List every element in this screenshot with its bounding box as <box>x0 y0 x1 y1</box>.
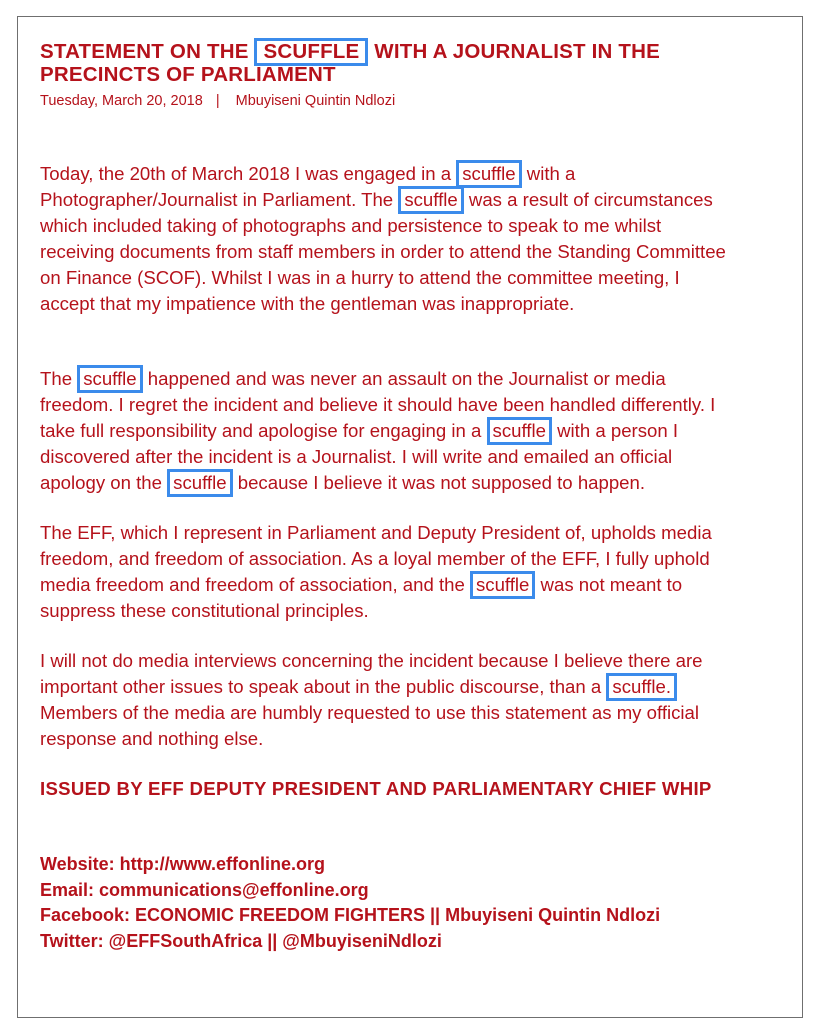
text-segment: which included taking of photographs and persistence to speak to me whilst <box>40 215 662 236</box>
text-segment: take full responsibility and apologise for engaging in a <box>40 420 487 441</box>
text-segment: media freedom and freedom of association, and the <box>40 574 470 595</box>
text-segment: Members of the media are humbly requested to use this statement as my official <box>40 702 700 723</box>
paragraph-line <box>40 572 790 598</box>
paragraph-line <box>40 444 790 470</box>
paragraph-line <box>40 700 790 726</box>
statement-meta <box>40 93 395 109</box>
paragraph-line <box>40 187 790 213</box>
text-segment: response and nothing else. <box>40 728 264 749</box>
paragraph-line <box>40 366 790 392</box>
text-segment: I will not do media interviews concerning the incident because I believe there are <box>40 650 703 671</box>
paragraph-line <box>40 598 790 624</box>
issued-by-heading: ISSUED BY EFF DEPUTY PRESIDENT AND PARLIAMENTARY CHIEF WHIP <box>40 778 712 799</box>
statement-title <box>40 40 780 86</box>
text-segment: The EFF, which I represent in Parliament and Deputy President of, upholds media <box>40 522 712 543</box>
text-segment: was not meant to <box>535 574 683 595</box>
contact-twitter: Twitter: @EFFSouthAfrica || @MbuyiseniNdlozi <box>40 930 442 951</box>
text-segment: because I believe it was not supposed to happen. <box>232 472 646 493</box>
contact-facebook: Facebook: ECONOMIC FREEDOM FIGHTERS || Mbuyiseni Quintin Ndlozi <box>40 905 661 925</box>
text-segment: receiving documents from staff members in order to attend the Standing Committee <box>40 241 726 262</box>
text-segment: happened and was never an assault on the Journalist or media <box>142 368 666 389</box>
text-segment: apology on the <box>40 472 168 493</box>
highlighted-word: scuffle <box>167 469 232 497</box>
paragraph-line <box>40 470 790 496</box>
paragraph-line <box>40 726 790 752</box>
text-segment: discovered after the incident is a Journalist. I will write and emailed an official <box>40 446 673 467</box>
paragraph-line <box>40 648 790 674</box>
highlighted-word: scuffle. <box>606 673 677 701</box>
paragraph-line <box>40 674 790 700</box>
paragraph-line <box>40 392 790 418</box>
text-segment: Photographer/Journalist in Parliament. The <box>40 189 399 210</box>
paragraph-line <box>40 239 790 265</box>
highlighted-word: scuffle <box>456 160 521 188</box>
contact-website: Website: http://www.effonline.org <box>40 854 325 874</box>
highlighted-word: SCUFFLE <box>254 38 368 66</box>
paragraph-line <box>40 265 790 291</box>
text-segment: with a <box>521 163 576 184</box>
highlighted-word: scuffle <box>487 417 552 445</box>
statement-author: Mbuyiseni Quintin Ndlozi <box>235 93 396 109</box>
meta-separator: | <box>215 93 220 109</box>
highlighted-word: scuffle <box>398 186 463 214</box>
contact-list <box>40 852 660 954</box>
paragraph-line <box>40 291 790 317</box>
text-segment: with a person I <box>551 420 679 441</box>
text-segment: suppress these constitutional principles. <box>40 600 369 621</box>
title-text-end: WITH A JOURNALIST IN THE PRECINCTS OF PARLIAMENT <box>40 40 661 86</box>
paragraph-4 <box>40 648 790 752</box>
paragraph-line <box>40 418 790 444</box>
text-segment: Today, the 20th of March 2018 I was engaged in a <box>40 163 457 184</box>
highlighted-word: scuffle <box>470 571 535 599</box>
text-segment: freedom. I regret the incident and believe it should have been handled differently. I <box>40 394 716 415</box>
paragraph-line <box>40 213 790 239</box>
title-text-start: STATEMENT ON THE <box>40 40 255 63</box>
text-segment: was a result of circumstances <box>463 189 713 210</box>
text-segment: The <box>40 368 78 389</box>
contact-email: Email: communications@effonline.org <box>40 879 369 900</box>
paragraph-line <box>40 546 790 572</box>
paragraph-1 <box>40 161 790 317</box>
paragraph-line <box>40 520 790 546</box>
text-segment: accept that my impatience with the gentleman was inappropriate. <box>40 293 575 314</box>
text-segment: on Finance (SCOF). Whilst I was in a hurry to attend the committee meeting, I <box>40 267 680 288</box>
paragraph-line <box>40 161 790 187</box>
text-segment: important other issues to speak about in the public discourse, than a <box>40 676 607 697</box>
text-segment: freedom, and freedom of association. As a loyal member of the EFF, I fully uphold <box>40 548 710 569</box>
paragraph-3 <box>40 520 790 624</box>
paragraph-2 <box>40 366 790 496</box>
statement-date: Tuesday, March 20, 2018 <box>40 93 203 109</box>
highlighted-word: scuffle <box>77 365 142 393</box>
